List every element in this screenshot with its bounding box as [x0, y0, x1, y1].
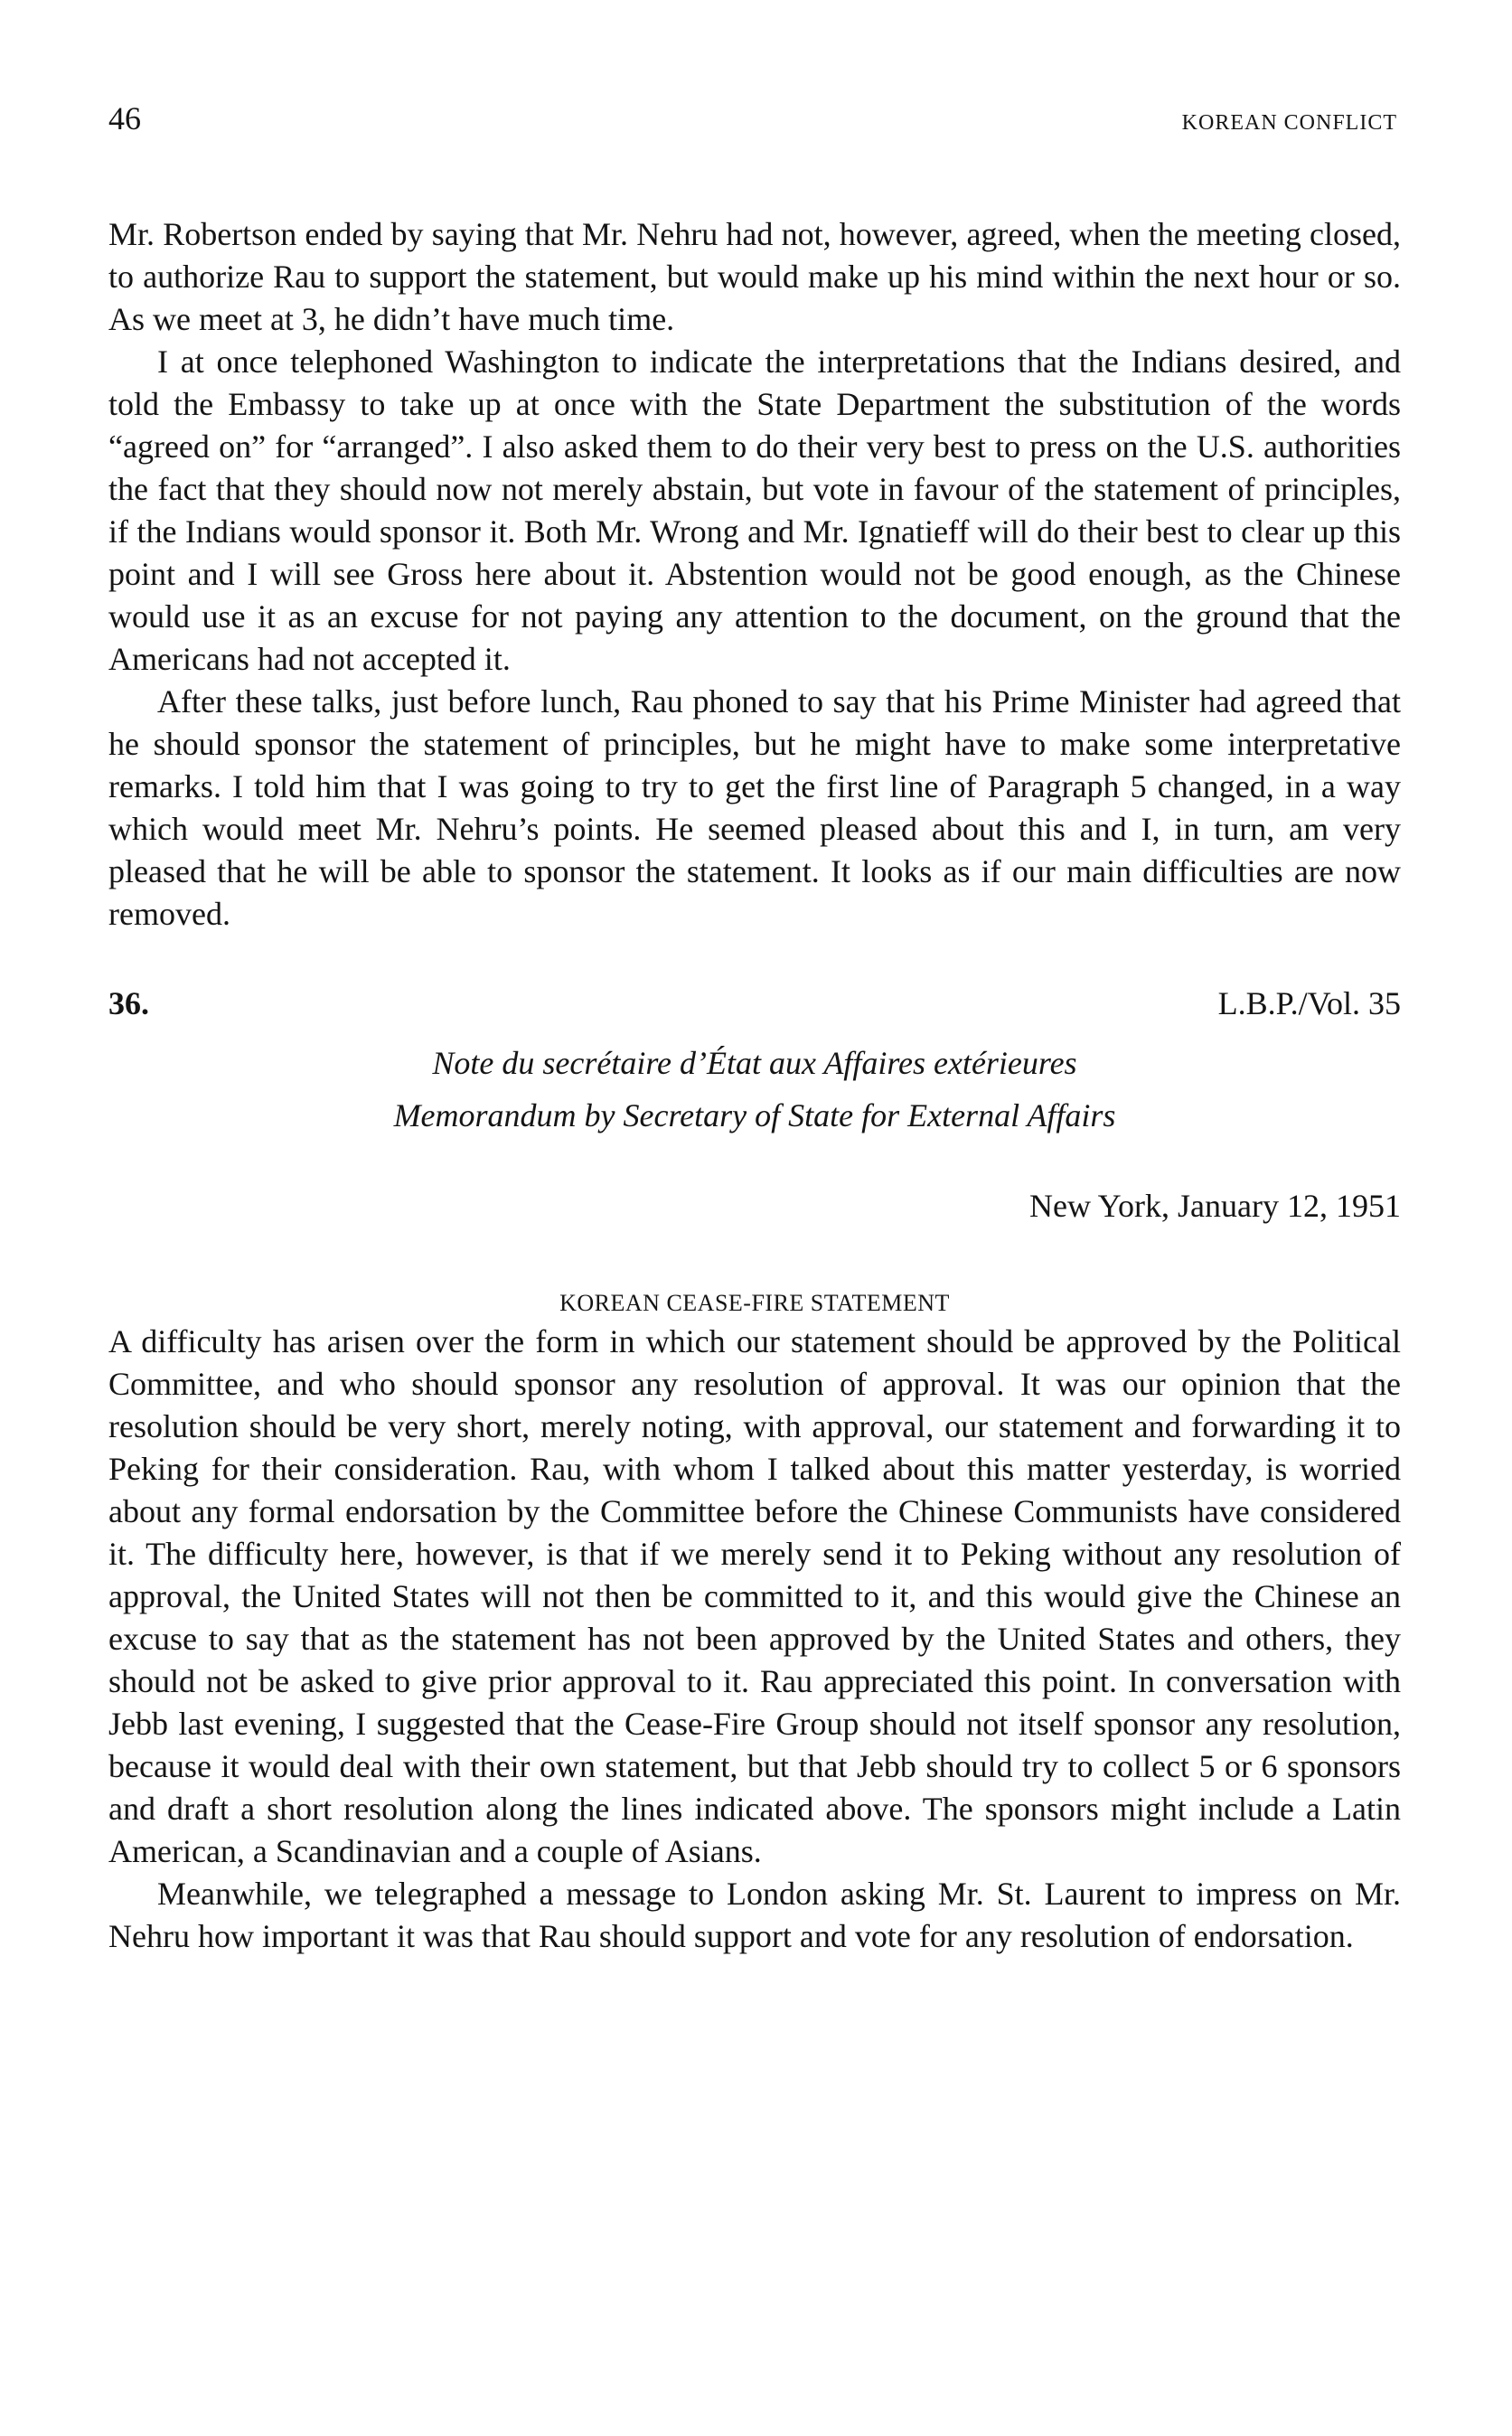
subject-heading: KOREAN CEASE-FIRE STATEMENT: [559, 1290, 950, 1316]
document-reference: L.B.P./Vol. 35: [1217, 985, 1401, 1021]
continued-text: [108, 213, 1401, 936]
paragraph: A difficulty has arisen over the form in which our statement should be approved by the Political Committee, and who should sponsor any resolution of approval. It was our opinion that the resolution should be very short, merely noting, with approval, our statement and forwarding it to Peking for their consideration. Rau, with whom I talked about this matter yesterday, is worried about any formal endorsation by the Committee before the Chinese Communists have considered it. The difficulty here, however, is that if we merely send it to Peking without any resolution of approval, the United States will not then be committed to it, and this would give the Chinese an excuse to say that as the statement has not been approved by the United States and others, they should not be asked to give prior approval to it. Rau appreciated this point. In conversation with Jebb last evening, I suggested that the Cease-Fire Group should not itself sponsor any resolution, because it would deal with their own statement, but that Jebb should try to collect 5 or 6 sponsors and draft a short resolution along the lines indicated above. The sponsors might include a Latin American, a Scandinavian and a couple of Asians.: [108, 1323, 1401, 1869]
memorandum-body: [108, 1321, 1401, 1958]
document-title-english: Memorandum by Secretary of State for External Affairs: [393, 1097, 1116, 1133]
document-number: 36.: [108, 985, 149, 1021]
running-title: KOREAN CONFLICT: [1181, 111, 1397, 135]
document-page: [108, 99, 1401, 1958]
document-title-french: Note du secrétaire d’État aux Affaires extérieures: [432, 1045, 1077, 1081]
paragraph: Mr. Robertson ended by saying that Mr. Nehru had not, however, agreed, when the meeting closed, to authorize Rau to support the statement, but would make up his mind within the next hour or so. As we meet at 3, he didn’t have much time.: [108, 216, 1401, 337]
paragraph: After these talks, just before lunch, Rau phoned to say that his Prime Minister had agreed that he should sponsor the statement of principles, but he might have to make some interpretative remarks. I told him that I was going to try to get the first line of Paragraph 5 changed, in a way which would meet Mr. Nehru’s points. He seemed pleased about this and I, in turn, am very pleased that he will be able to sponsor the statement. It looks as if our main difficulties are now removed.: [108, 683, 1401, 932]
running-head: [108, 99, 1401, 172]
document-header: [108, 984, 1401, 1037]
dateline: New York, January 12, 1951: [1029, 1188, 1401, 1224]
paragraph: Meanwhile, we telegraphed a message to London asking Mr. St. Laurent to impress on Mr. Nehru how important it was that Rau should support and vote for any resolution of endorsation.: [108, 1876, 1401, 1954]
page-number: 46: [108, 100, 141, 136]
paragraph: I at once telephoned Washington to indicate the interpretations that the Indians desired, and told the Embassy to take up at once with the State Department the substitution of the words “agreed on” for “arranged”. I also asked them to do their very best to press on the U.S. authorities the fact that they should now not merely abstain, but vote in favour of the statement of principles, if the Indians would sponsor it. Both Mr. Wrong and Mr. Ignatieff will do their best to clear up this point and I will see Gross here about it. Abstention would not be good enough, as the Chinese would use it as an excuse for not paying any attention to the document, on the ground that the Americans had not accepted it.: [108, 343, 1401, 677]
